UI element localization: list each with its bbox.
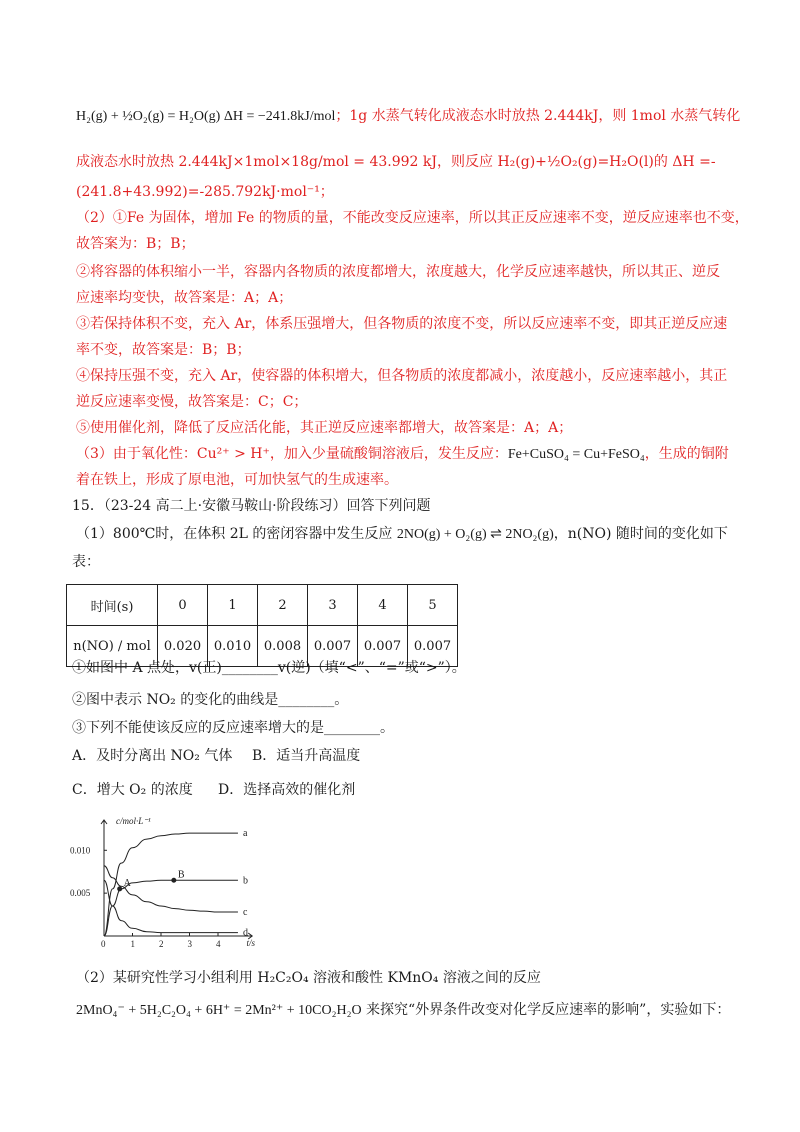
answer-line-14: 着在铁上，形成了原电池，可加快氢气的生成速率。	[76, 472, 398, 488]
y-tick-label: 0.010	[70, 845, 91, 856]
answer-line-2: 成液态水时放热 2.444kJ×1mol×18g/mol = 43.992 kJ，则反应 H₂(g)+½O₂(g)=H₂O(l)的 ΔH =-	[76, 154, 716, 170]
x-axis-label: t/s	[246, 938, 256, 948]
table-cell: 0.007	[408, 626, 458, 667]
answer-line-3: (241.8+43.992)=-285.792kJ·mol⁻¹；	[76, 184, 334, 200]
point-label-A: A	[123, 877, 131, 889]
table-cell: 2	[258, 585, 308, 626]
sub-question-3: ③下列不能使该反应的反应速率增大的是________。	[72, 720, 394, 736]
answer-text: ，生成的铜附	[644, 446, 729, 462]
y-axis-label: c/mol·L⁻¹	[116, 816, 151, 826]
point-B	[171, 878, 176, 883]
question-text: 来探究“外界条件改变对化学反应速率的影响”，实验如下：	[361, 1002, 731, 1018]
thermo-equation: H₂(g) + ½O₂(g) = H₂O(g) ΔH = −241.8kJ/mol	[76, 109, 336, 124]
answer-text: （3）由于氧化性：Cu²⁺ > H⁺，加入少量硫酸铜溶液后，发生反应：	[76, 446, 508, 462]
concentration-chart	[68, 816, 268, 954]
option-b: B．适当升高温度	[252, 748, 361, 764]
sub-question-1: ①如图中 A 点处，v(正)________v(逆)（填“<”、“=”或“>”）。	[72, 660, 466, 676]
point-label-B: B	[177, 869, 185, 881]
answer-line-9: 率不变，故答案是：B；B；	[76, 342, 251, 358]
table-cell: 0.020	[158, 626, 208, 667]
answer-line-5: 故答案为：B；B；	[76, 236, 195, 252]
answer-line-7: 应速率均变快，故答案是：A；A；	[76, 290, 293, 306]
question-line	[76, 524, 728, 545]
question-line: （2）某研究性学习小组利用 H₂C₂O₄ 溶液和酸性 KMnO₄ 溶液之间的反应	[76, 970, 541, 986]
table-header-cell: n(NO) / mol	[67, 626, 158, 667]
question-text: （1）800℃时，在体积 2L 的密闭容器中发生反应	[76, 526, 397, 542]
table-cell: 0.007	[308, 626, 358, 667]
table-cell: 4	[358, 585, 408, 626]
sub-question-2: ②图中表示 NO₂ 的变化的曲线是________。	[72, 692, 349, 708]
table-row	[67, 585, 458, 626]
reaction-equation: Fe+CuSO₄ = Cu+FeSO₄	[507, 447, 645, 462]
table-cell: 5	[408, 585, 458, 626]
series-label-b: b	[242, 875, 248, 887]
option-a: A．及时分离出 NO₂ 气体	[72, 748, 233, 764]
series-label-a: a	[242, 828, 248, 840]
table-cell: 0.008	[258, 626, 308, 667]
x-tick-label: 2	[159, 939, 164, 949]
question-line	[76, 1000, 730, 1021]
table-cell: 0	[158, 585, 208, 626]
answer-line-11: 逆反应速率变慢，故答案是：C；C；	[76, 394, 308, 410]
answer-line-13	[76, 444, 729, 465]
answer-line-1	[76, 106, 740, 127]
x-tick-label: 1	[130, 939, 135, 949]
reaction-equation: 2NO(g) + O₂(g) ⇌ 2NO₂(g)	[396, 527, 554, 542]
table-cell: 0.007	[358, 626, 408, 667]
series-label-c: c	[242, 907, 248, 918]
option-c: C．增大 O₂ 的浓度	[72, 782, 193, 798]
data-table	[66, 584, 458, 667]
x-tick-label: 4	[216, 939, 221, 949]
table-header-cell: 时间(s)	[67, 585, 158, 626]
reaction-equation: 2MnO₄⁻ + 5H₂C₂O₄ + 6H⁺ = 2Mn²⁺ + 10CO₂H₂O	[76, 1003, 362, 1018]
answer-line-12: ⑤使用催化剂，降低了反应活化能，其正逆反应速率都增大，故答案是：A；A；	[76, 420, 573, 436]
x-tick-label: 0	[101, 939, 106, 949]
answer-line-6: ②将容器的体积缩小一半，容器内各物质的浓度都增大，浓度越大，化学反应速率越快，所以其正、逆反	[76, 264, 720, 280]
question-line: 表：	[72, 554, 100, 570]
answer-line-8: ③若保持体积不变，充入 Ar，体系压强增大，但各物质的浓度不变，所以反应速率不变，即其正逆反应速	[76, 316, 728, 332]
table-cell: 1	[208, 585, 258, 626]
series-label-d: d	[242, 927, 248, 939]
option-d: D．选择高效的催化剂	[218, 782, 356, 798]
answer-line-4: （2）①Fe 为固体，增加 Fe 的物质的量，不能改变反应速率，所以其正反应速率不变，逆反应速率也不变，	[76, 210, 749, 226]
point-A	[117, 886, 122, 891]
table-cell: 3	[308, 585, 358, 626]
x-tick-label: 3	[187, 939, 192, 949]
question-text: ，n(NO) 随时间的变化如下	[553, 526, 728, 542]
answer-line-10: ④保持压强不变，充入 Ar，使容器的体积增大，但各物质的浓度都减小，浓度越小，反应速率越小，其正	[76, 368, 728, 384]
y-tick-label: 0.005	[70, 888, 91, 899]
question-title: 15．（23-24 高二上·安徽马鞍山·阶段练习）回答下列问题	[72, 498, 431, 514]
answer-text: ；1g 水蒸气转化成液态水时放热 2.444kJ，则 1mol 水蒸气转化	[335, 108, 741, 124]
table-cell: 0.010	[208, 626, 258, 667]
